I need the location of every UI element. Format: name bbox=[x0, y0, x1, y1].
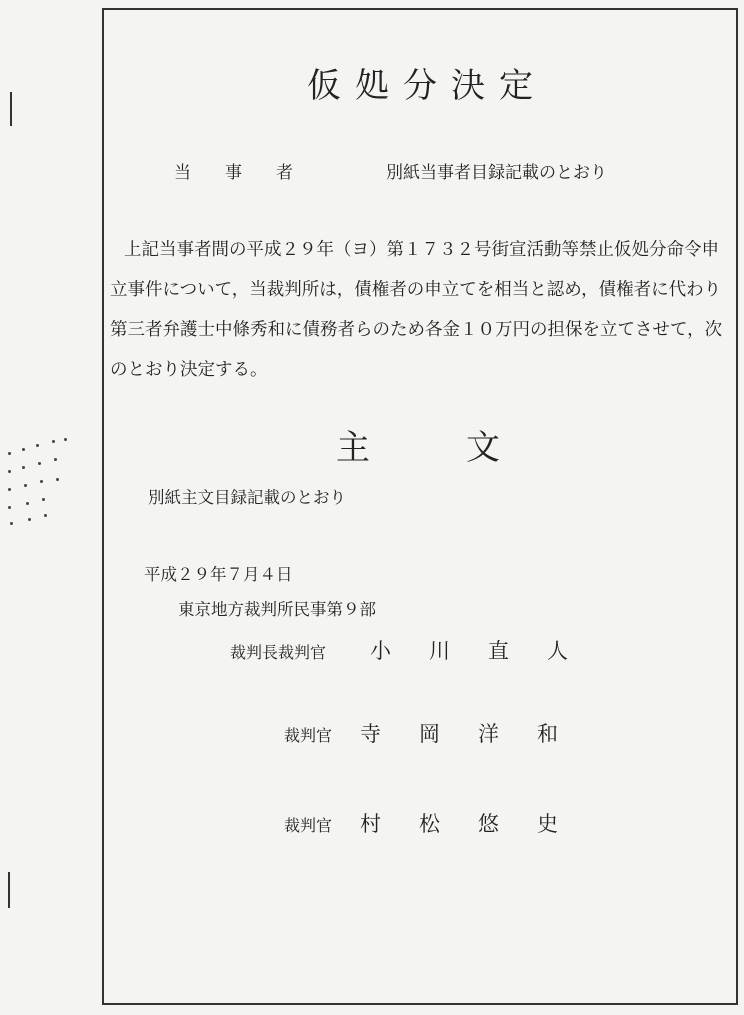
judge-name: 小川直人 bbox=[370, 639, 606, 663]
main-heading: 主文 bbox=[336, 428, 596, 468]
judge-title: 裁判官 bbox=[284, 816, 333, 835]
judge-title: 裁判長裁判官 bbox=[230, 643, 327, 662]
body-paragraph: 上記当事者間の平成２９年（ヨ）第１７３２号街宣活動等禁止仮処分命令申立事件について，当裁判所は，債権者の申立てを相当と認め，債権者に代わり第三者弁護士中條秀和に債務者らのため各金１０万円の担保を立てさせて，次のとおり決定する。 bbox=[110, 240, 723, 380]
party-label: 当事者 bbox=[174, 163, 327, 183]
judge-name: 寺岡洋和 bbox=[360, 722, 596, 746]
decision-date: 平成２９年７月４日 bbox=[144, 565, 293, 584]
judge-name: 村松悠史 bbox=[360, 812, 596, 836]
document-title: 仮処分決定 bbox=[307, 66, 547, 106]
party-value: 別紙当事者目録記載のとおり bbox=[386, 163, 607, 183]
margin-mark-bottom bbox=[8, 872, 10, 908]
main-text: 別紙主文目録記載のとおり bbox=[148, 488, 346, 507]
court-name: 東京地方裁判所民事第９部 bbox=[178, 600, 376, 619]
judge-title: 裁判官 bbox=[284, 726, 333, 745]
